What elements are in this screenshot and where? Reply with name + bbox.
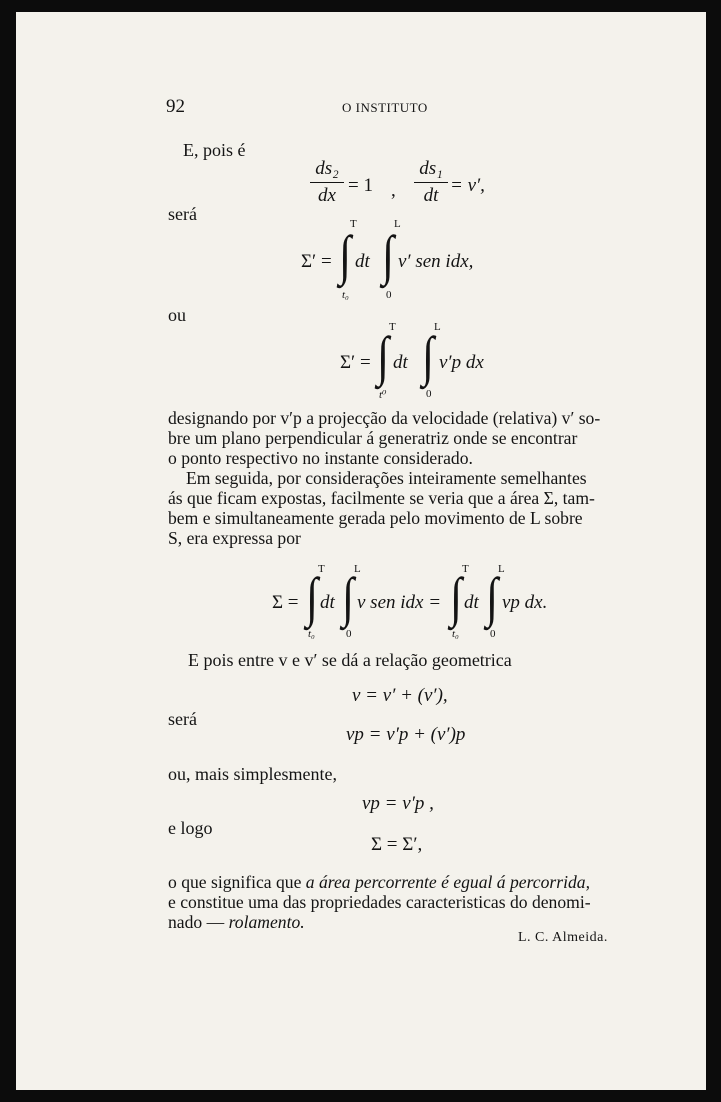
sigma-prime-lhs: Σ′ =: [340, 352, 371, 373]
int-upper-limit: L: [434, 321, 441, 333]
frac-denominator: dt: [423, 185, 439, 206]
int-lower-limit: 0: [490, 628, 496, 640]
equation-sigma: Σ = Σ′,: [371, 834, 423, 855]
text-line: bre um plano perpendicular á generatriz onde se encontrar: [168, 428, 578, 448]
frac-numerator: ds₁: [419, 158, 443, 179]
text-line: ás que ficam expostas, facilmente se veria que a área Σ, tam-: [168, 488, 595, 508]
int-upper-limit: T: [350, 218, 357, 230]
sigma-prime-lhs: Σ′ =: [301, 251, 332, 272]
text-line: designando por v′p a projecção da velocidade (relativa) v′ so-: [168, 408, 601, 428]
equation-vp-simple: vp = v′p ,: [362, 793, 434, 814]
running-title: O INSTITUTO: [342, 100, 428, 115]
sera-label: será: [168, 709, 197, 729]
integrand: dt: [320, 592, 335, 613]
text-line: bem e simultaneamente gerada pelo movimento de L sobre: [168, 508, 583, 528]
int-upper-limit: T: [389, 321, 396, 333]
fraction-bar: [310, 182, 344, 183]
integral-sign-icon: ∫: [422, 325, 435, 387]
int-lower-limit: t₀: [342, 289, 349, 301]
integral-sign-icon: ∫: [377, 325, 390, 387]
integrand: v′p dx: [439, 352, 484, 373]
integral-sign-icon: ∫: [342, 566, 355, 628]
frac-numerator: ds₂: [315, 158, 339, 179]
integrand: dt: [464, 592, 479, 613]
integral-sign-icon: ∫: [306, 566, 319, 628]
intro-line: E, pois é: [183, 140, 246, 160]
logo-label: e logo: [168, 818, 213, 838]
page-number: 92: [166, 96, 185, 117]
fraction-ds2-dx: [310, 158, 344, 207]
text-line: o ponto respectivo no instante considerado.: [168, 448, 473, 468]
int-upper-limit: L: [394, 218, 401, 230]
relation-intro: E pois entre v e v′ se dá a relação geometrica: [188, 650, 512, 670]
integrand: v sen idx =: [357, 592, 442, 613]
int-upper-limit: T: [318, 563, 325, 575]
text-line: S, era expressa por: [168, 528, 301, 548]
text-line: Em seguida, por considerações inteiramente semelhantes: [186, 468, 587, 488]
book-page: [16, 12, 706, 1090]
int-lower-limit: t₀: [452, 628, 459, 640]
text-span: nado —: [168, 912, 229, 932]
ou-label: ou: [168, 305, 186, 325]
text-line: [168, 872, 648, 892]
int-lower-limit: 0: [426, 388, 432, 400]
simplesmente-line: ou, mais simplesmente,: [168, 764, 337, 784]
int-lower-limit: t⁰: [379, 389, 387, 401]
integrand: dt: [355, 251, 370, 272]
text-line: e constitue uma das propriedades caracteristicas do denomi-: [168, 892, 591, 912]
comma: ,: [391, 180, 396, 201]
integral-sign-icon: ∫: [339, 224, 352, 286]
sigma-lhs: Σ =: [272, 592, 299, 613]
equation-v: v = v′ + (v′),: [352, 685, 448, 706]
fraction-bar: [414, 182, 448, 183]
text-span: o que significa que: [168, 872, 306, 892]
sera-label: será: [168, 204, 197, 224]
emphasis-text: a área percorrente é egual á percorrida,: [305, 872, 590, 892]
int-lower-limit: t₀: [308, 628, 315, 640]
integral-sign-icon: ∫: [486, 566, 499, 628]
equals-one: = 1: [348, 175, 373, 196]
author-signature: L. C. Almeida.: [518, 930, 608, 945]
equation-vp: vp = v′p + (v′)p: [346, 724, 466, 745]
int-lower-limit: 0: [386, 289, 392, 301]
integrand: vp dx.: [502, 592, 548, 613]
int-upper-limit: L: [354, 563, 361, 575]
integrand: v′ sen idx,: [398, 251, 474, 272]
paragraph-projection: [168, 408, 648, 548]
text-line: [168, 912, 648, 932]
int-upper-limit: L: [498, 563, 505, 575]
fraction-ds1-dt: [414, 158, 448, 207]
integrand: dt: [393, 352, 408, 373]
int-upper-limit: T: [462, 563, 469, 575]
emphasis-text: rolamento.: [228, 912, 305, 932]
int-lower-limit: 0: [346, 628, 352, 640]
integral-sign-icon: ∫: [382, 224, 395, 286]
integral-sign-icon: ∫: [450, 566, 463, 628]
equals-v-prime: = v′,: [450, 175, 485, 196]
paragraph-conclusion: [168, 872, 648, 932]
frac-denominator: dx: [318, 185, 336, 206]
